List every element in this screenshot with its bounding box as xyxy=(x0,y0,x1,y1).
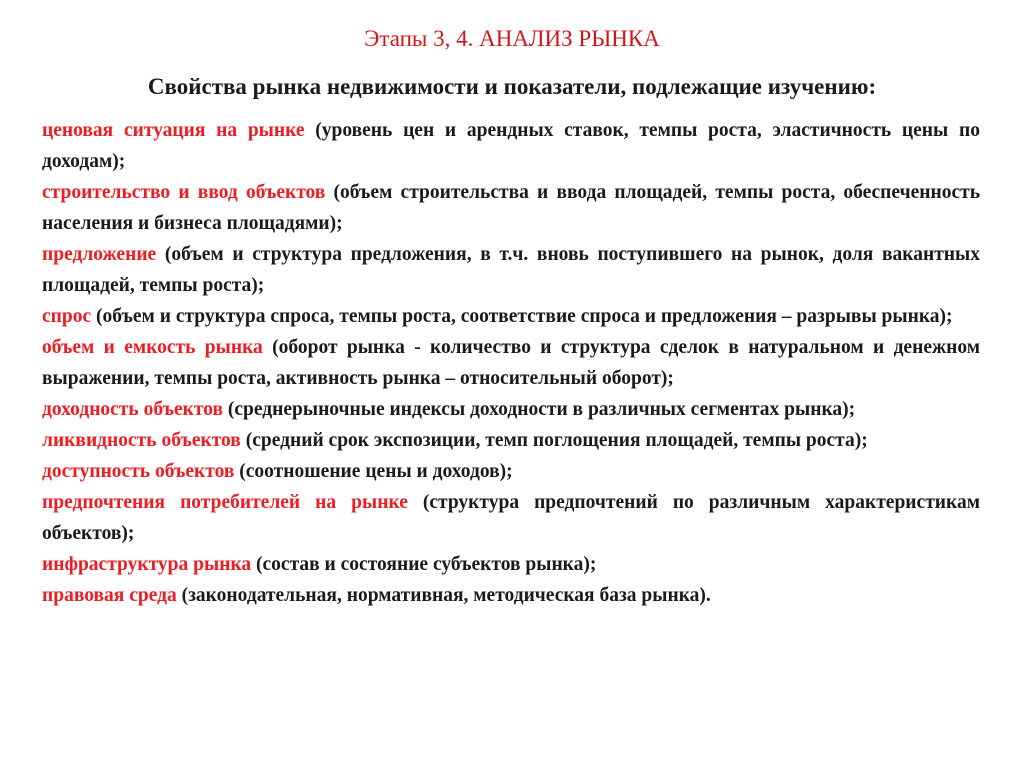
item-description: (оборот рынка - количество и структура сделок в натуральном и денежном выражении, темпы роста, активность рынка – относительный оборот); xyxy=(42,337,981,389)
list-item-demand xyxy=(42,301,980,332)
list-item-preferences xyxy=(42,487,980,549)
item-term: правовая среда xyxy=(42,585,177,606)
item-description: (объем и структура предложения, в т.ч. вновь поступившего на рынок, доля вакантных площадей, темпы роста); xyxy=(42,244,980,296)
item-term: строительство и ввод объектов xyxy=(42,182,326,203)
list-item-affordability xyxy=(42,456,980,487)
item-term: предпочтения потребителей на рынке xyxy=(42,492,408,513)
item-description: (объем и структура спроса, темпы роста, соответствие спроса и предложения – разрывы рынка); xyxy=(96,306,953,327)
item-term: ликвидность объектов xyxy=(42,430,241,451)
item-description: (уровень цен и арендных ставок, темпы роста, эластичность цены по доходам); xyxy=(42,120,980,172)
item-description: (средний срок экспозиции, темп поглощения площадей, темпы роста); xyxy=(245,430,868,451)
list-item-construction xyxy=(42,177,980,239)
slide-subtitle: Свойства рынка недвижимости и показатели, подлежащие изучению: xyxy=(147,74,877,99)
slide-title: Этапы 3, 4. АНАЛИЗ РЫНКА xyxy=(364,26,660,51)
item-term: предложение xyxy=(42,244,157,265)
property-list xyxy=(42,115,980,611)
item-description: (структура предпочтений по различным характеристикам объектов); xyxy=(42,492,980,544)
list-item-infrastructure xyxy=(42,549,980,580)
item-description: (среднерыночные индексы доходности в различных сегментах рынка); xyxy=(227,399,856,420)
item-term: доступность объектов xyxy=(42,461,235,482)
list-item-yield xyxy=(42,394,980,425)
list-item-supply xyxy=(42,239,980,301)
item-term: спрос xyxy=(42,306,92,327)
item-description: (состав и состояние субъектов рынка); xyxy=(256,554,597,575)
item-term: инфраструктура рынка xyxy=(42,554,252,575)
item-description: (законодательная, нормативная, методическая база рынка). xyxy=(181,585,711,606)
list-item-market-volume xyxy=(42,332,980,394)
list-item-price-situation xyxy=(42,115,980,177)
item-description: (соотношение цены и доходов); xyxy=(239,461,513,482)
list-item-liquidity xyxy=(42,425,980,456)
item-description: (объем строительства и ввода площадей, темпы роста, обеспеченность населения и бизнеса площадями); xyxy=(42,182,981,234)
item-term: объем и емкость рынка xyxy=(42,337,263,358)
item-term: ценовая ситуация на рынке xyxy=(42,120,305,141)
list-item-legal-environment xyxy=(42,580,980,611)
item-term: доходность объектов xyxy=(42,399,223,420)
